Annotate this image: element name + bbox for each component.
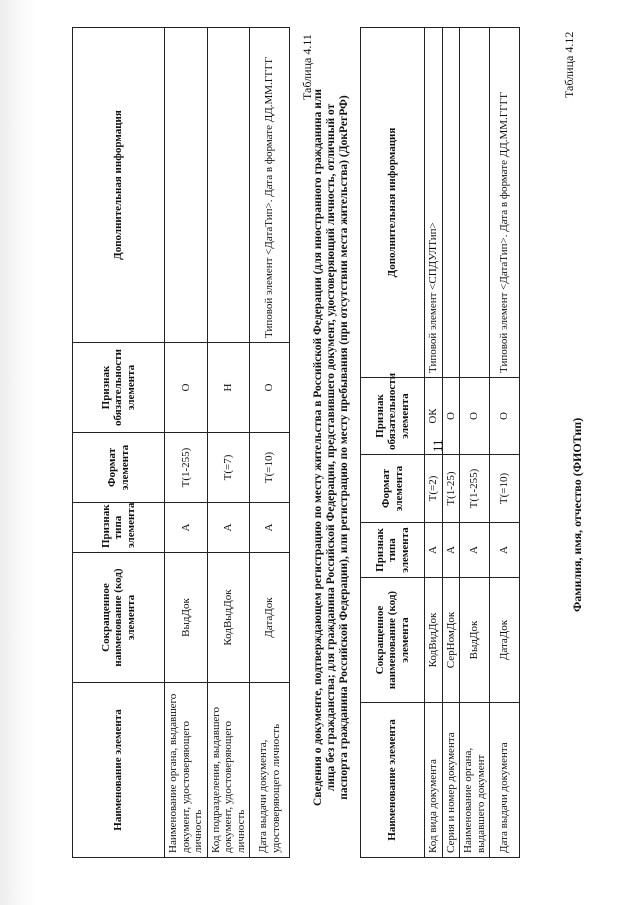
cell-req: О bbox=[442, 378, 460, 455]
cell-name: Код подразделения, выдавшего документ, удостоверяющего личность bbox=[207, 683, 250, 858]
scan-edge-shadow bbox=[0, 0, 36, 905]
cell-info bbox=[442, 28, 460, 378]
cell-type: А bbox=[165, 503, 208, 553]
col-header-format: Формат элемента bbox=[361, 455, 425, 523]
cell-name: Наименование органа, выдавшего документ bbox=[460, 703, 490, 858]
table-row bbox=[165, 28, 208, 858]
col-header-type: Признак типа элемента bbox=[73, 503, 165, 553]
cell-req: О bbox=[250, 343, 290, 433]
cell-name: Наименование органа, выдавшего документ, удостоверяющего личность bbox=[165, 683, 208, 858]
cell-info bbox=[460, 28, 490, 378]
cell-code: КодВидДок bbox=[425, 578, 443, 703]
table-row bbox=[442, 28, 460, 858]
cell-format: Т(=2) bbox=[425, 455, 443, 523]
cell-code: ДатаДок bbox=[490, 578, 520, 703]
cell-req: О bbox=[490, 378, 520, 455]
cell-format: Т(1-25) bbox=[442, 455, 460, 523]
cell-name: Дата выдачи документа, удостоверяющего личность bbox=[250, 683, 290, 858]
cell-name: Дата выдачи документа bbox=[490, 703, 520, 858]
cell-req: ОК bbox=[425, 378, 443, 455]
cell-format: Т(1-255) bbox=[460, 455, 490, 523]
col-header-req: Признак обязательности элемента bbox=[361, 378, 425, 455]
cell-code: ДатаДок bbox=[250, 553, 290, 683]
cell-type: А bbox=[460, 523, 490, 578]
col-header-code: Сокращенное наименование (код) элемента bbox=[361, 578, 425, 703]
col-header-name: Наименование элемента bbox=[361, 703, 425, 858]
table-label: Таблица 4.11 bbox=[300, 34, 314, 100]
cell-type: А bbox=[250, 503, 290, 553]
cell-req: О bbox=[165, 343, 208, 433]
col-header-name: Наименование элемента bbox=[73, 683, 165, 858]
table-caption bbox=[312, 35, 351, 860]
cell-req: Н bbox=[207, 343, 250, 433]
col-header-code: Сокращенное наименование (код) элемента bbox=[73, 553, 165, 683]
cell-type: А bbox=[490, 523, 520, 578]
cell-format: Т(=7) bbox=[207, 433, 250, 503]
table-row bbox=[490, 28, 520, 858]
cell-code: ВыдДок bbox=[460, 578, 490, 703]
col-header-format: Формат элемента bbox=[73, 433, 165, 503]
table-caption-line: лица без гражданства; для гражданина Российской Федерации, представившего документ, удостоверяющий личность, отличный от bbox=[325, 103, 337, 792]
col-header-info: Дополнительная информация bbox=[361, 28, 425, 378]
table-row bbox=[250, 28, 290, 858]
cell-name: Серия и номер документа bbox=[442, 703, 460, 858]
cell-type: А bbox=[425, 523, 443, 578]
cell-format: Т(1-255) bbox=[165, 433, 208, 503]
cell-type: А bbox=[442, 523, 460, 578]
cell-type: А bbox=[207, 503, 250, 553]
page-number: 11 bbox=[430, 439, 445, 452]
cell-info: Типовой элемент <СПДУЛТип> bbox=[425, 28, 443, 378]
table-4-11 bbox=[360, 27, 520, 858]
col-header-req: Признак обязательности элемента bbox=[73, 343, 165, 433]
table-continuation bbox=[72, 27, 290, 858]
cell-code: ВыдДок bbox=[165, 553, 208, 683]
cell-name: Код вида документа bbox=[425, 703, 443, 858]
table-caption-line: паспорта гражданина Российской Федерации), или регистрацию по месту пребывания (при отсутствии места жительства) (ДокРегРФ) bbox=[338, 95, 350, 800]
table-row bbox=[207, 28, 250, 858]
cell-req: О bbox=[460, 378, 490, 455]
col-header-info: Дополнительная информация bbox=[73, 28, 165, 343]
cell-info: Типовой элемент <ДатаТип>. Дата в формате ДД.ММ.ГГГГ bbox=[250, 28, 290, 343]
cell-info: Типовой элемент <ДатаТип>. Дата в формате ДД.ММ.ГГГГ bbox=[490, 28, 520, 378]
cell-code: СерНомДок bbox=[442, 578, 460, 703]
table-caption: Фамилия, имя, отчество (ФИОТип) bbox=[570, 417, 584, 612]
table-row bbox=[425, 28, 443, 858]
col-header-type: Признак типа элемента bbox=[361, 523, 425, 578]
cell-info bbox=[207, 28, 250, 343]
cell-format: Т(=10) bbox=[490, 455, 520, 523]
table-row bbox=[460, 28, 490, 858]
cell-format: Т(=10) bbox=[250, 433, 290, 503]
table-label: Таблица 4.12 bbox=[562, 31, 576, 98]
table-caption-line: Сведения о документе, подтверждающем регистрацию по месту жительства в Российской Федерации (для иностранного гражданина или bbox=[312, 89, 324, 806]
cell-info bbox=[165, 28, 208, 343]
cell-code: КодВыдДок bbox=[207, 553, 250, 683]
